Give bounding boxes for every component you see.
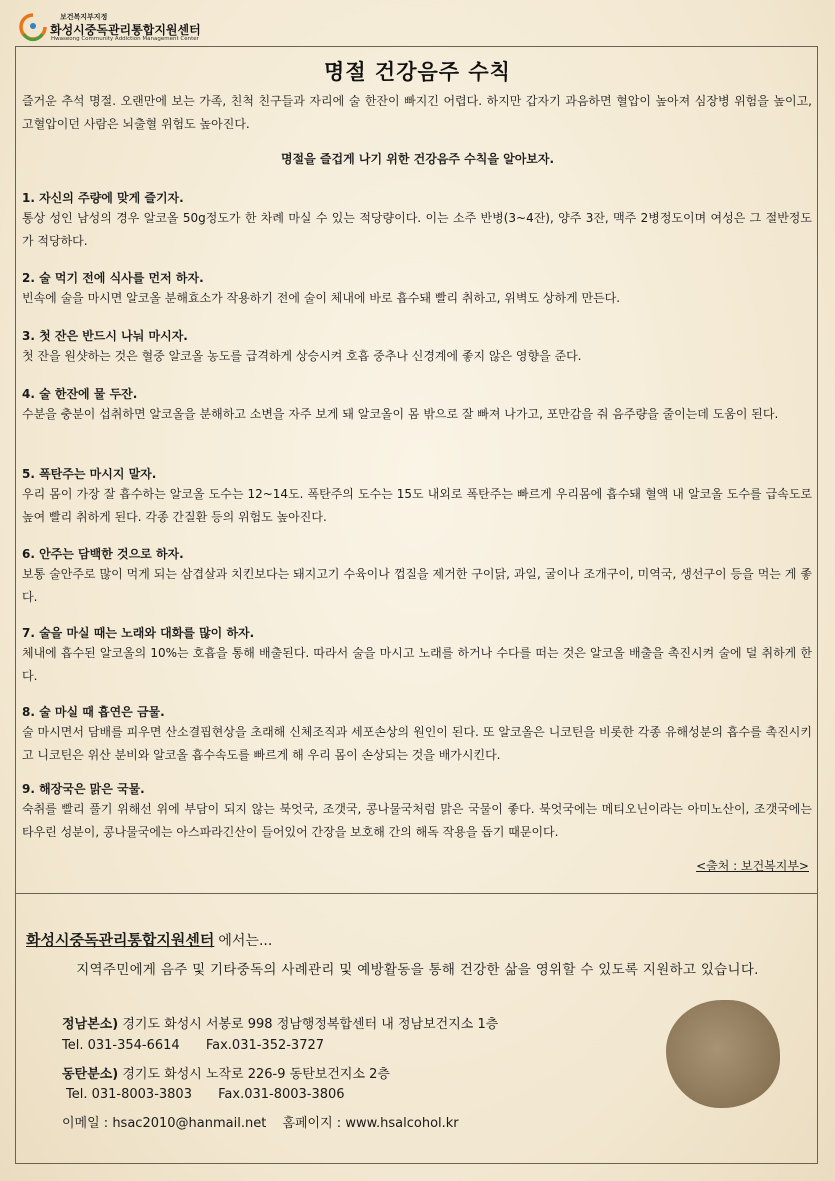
section-2-body: 빈속에 술을 마시면 알코올 분해효소가 작용하기 전에 술이 체내에 바로 흡수돼 빨리 취하고, 위벽도 상하게 만든다. (22, 291, 621, 305)
center-logo (18, 10, 248, 44)
logo-agency-text: 보건복지부지정 (60, 13, 108, 21)
intro-paragraph: 즐거운 추석 명절. 오랜만에 보는 가족, 친척 친구들과 자리에 술 한잔이 빠지긴 어렵다. 하지만 갑자기 과음하면 혈압이 높아져 심장병 위험을 높이고, 고혈압이던 사람은 뇌출혈 위험도 높아진다. (22, 94, 816, 131)
east-office-address-line (62, 1063, 390, 1082)
section-divider (15, 893, 818, 894)
section-4-body: 수분을 충분이 섭취하면 알코올을 분해하고 소변을 자주 보게 돼 알코올이 몸 밖으로 잘 빠져 나가고, 포만감을 줘 음주량을 줄이는데 도움이 된다. (22, 407, 779, 421)
org-heading (26, 929, 272, 950)
section-9-title: 9. 해장국은 맑은 국물. (22, 782, 145, 796)
logo-center-name: 화성시중독관리통합지원센터 (50, 23, 201, 37)
main-office-phone: Tel. 031-354-6614 (62, 1038, 180, 1053)
main-office-fax: Fax.031-352-3727 (205, 1038, 325, 1053)
section-7-title: 7. 술을 마실 때는 노래와 대화를 많이 하자. (22, 626, 255, 640)
section-5-title: 5. 폭탄주는 마시지 말자. (22, 467, 157, 481)
org-name: 화성시중독관리통합지원센터 (26, 931, 215, 949)
section-6-body: 보통 술안주로 많이 먹게 되는 삼겹살과 치킨보다는 돼지고기 수육이나 껍질을 제거한 구이닭, 과일, 굴이나 조개구이, 미역국, 생선구이 등을 먹는 게 좋다. (22, 567, 812, 604)
east-office-address: 경기도 화성시 노작로 226-9 동탄보건지소 2층 (122, 1067, 390, 1082)
main-office-address: 경기도 화성시 서봉로 998 정남행정복합센터 내 정남보건지소 1층 (122, 1017, 499, 1032)
section-1-title: 1. 자신의 주량에 맞게 즐기자. (22, 191, 184, 205)
section-8-title: 8. 술 마실 때 흡연은 금물. (22, 705, 165, 719)
east-office-label: 동탄분소) (62, 1067, 119, 1082)
source-citation: <출처 : 보건복지부> (696, 859, 809, 873)
page-title: 명절 건강음주 수칙 (324, 60, 511, 84)
org-suffix: 에서는... (218, 933, 273, 949)
subtitle: 명절을 즐겁게 나기 위한 건강음주 수칙을 알아보자. (280, 152, 555, 166)
section-2-title: 2. 술 먹기 전에 식사를 먼저 하자. (22, 271, 204, 285)
logo-center-name-en: Hwaseong Community Addiction Management Center (51, 36, 199, 42)
section-3-title: 3. 첫 잔은 반드시 나눠 마시자. (22, 329, 188, 343)
section-4-title: 4. 술 한잔에 물 두잔. (22, 387, 138, 401)
section-8-body: 술 마시면서 담배를 피우면 산소결핍현상을 초래해 신체조직과 세포손상의 원인이 된다. 또 알코올은 니코틴을 비롯한 각종 유해성분의 흡수를 촉진시키고 니코틴은 위산 분비와 알코올 흡수속도를 빠르게 해 우리 몸이 손상되는 것을 배가시킨다. (22, 725, 812, 762)
east-office-fax: Fax.031-8003-3806 (218, 1087, 345, 1102)
main-office-address-line (62, 1013, 498, 1032)
section-6-title: 6. 안주는 담백한 것으로 하자. (22, 547, 184, 561)
section-7-body: 체내에 흡수된 알코올의 10%는 호흡을 통해 배출된다. 따라서 술을 마시고 노래를 하거나 수다를 떠는 것은 알코올 배출을 촉진시켜 술에 덜 취하게 한다. (22, 646, 812, 683)
section-3-body: 첫 잔을 원샷하는 것은 혈중 알코올 농도를 급격하게 상승시켜 호흡 중추나 신경계에 좋지 않은 영향을 준다. (22, 349, 582, 363)
org-description: 지역주민에게 음주 및 기타중독의 사례관리 및 예방활동을 통해 건강한 삶을 영위할 수 있도록 지원하고 있습니다. (76, 962, 759, 978)
section-9-body: 숙취를 빨리 풀기 위해선 위에 부담이 되지 않는 북엇국, 조갯국, 콩나물국처럼 맑은 국물이 좋다. 북엇국에는 메티오닌이라는 아미노산이, 조갯국에는 타우린 성분이, 콩나물국에는 아스파라긴산이 들어있어 간장을 보호해 간의 해독 작용을 돕기 때문이다. (22, 802, 812, 839)
decorative-stain (666, 1000, 780, 1108)
main-office-phone-line (62, 1038, 324, 1053)
center-logo-icon (18, 12, 48, 42)
section-1-body: 통상 성인 남성의 경우 알코올 50g정도가 한 차례 마실 수 있는 적당량이다. 이는 소주 반병(3~4잔), 양주 3잔, 맥주 2병정도이며 여성은 그 절반정도가 적당하다. (22, 211, 812, 248)
main-office-label: 정남본소) (62, 1017, 119, 1032)
east-office-phone-line (66, 1087, 345, 1102)
homepage-link[interactable]: 홈페이지 : www.hsalcohol.kr (282, 1116, 459, 1131)
east-office-phone: Tel. 031-8003-3803 (66, 1087, 192, 1102)
contact-online-line (62, 1112, 459, 1131)
email-link[interactable]: 이메일 : hsac2010@hanmail.net (62, 1116, 267, 1131)
section-5-body: 우리 몸이 가장 잘 흡수하는 알코올 도수는 12~14도. 폭탄주의 도수는 15도 내외로 폭탄주는 빠르게 우리몸에 흡수돼 혈액 내 알코올 도수를 급속도로 높여 빨리 취하게 된다. 각종 간질환 등의 위험도 높아진다. (22, 487, 812, 524)
